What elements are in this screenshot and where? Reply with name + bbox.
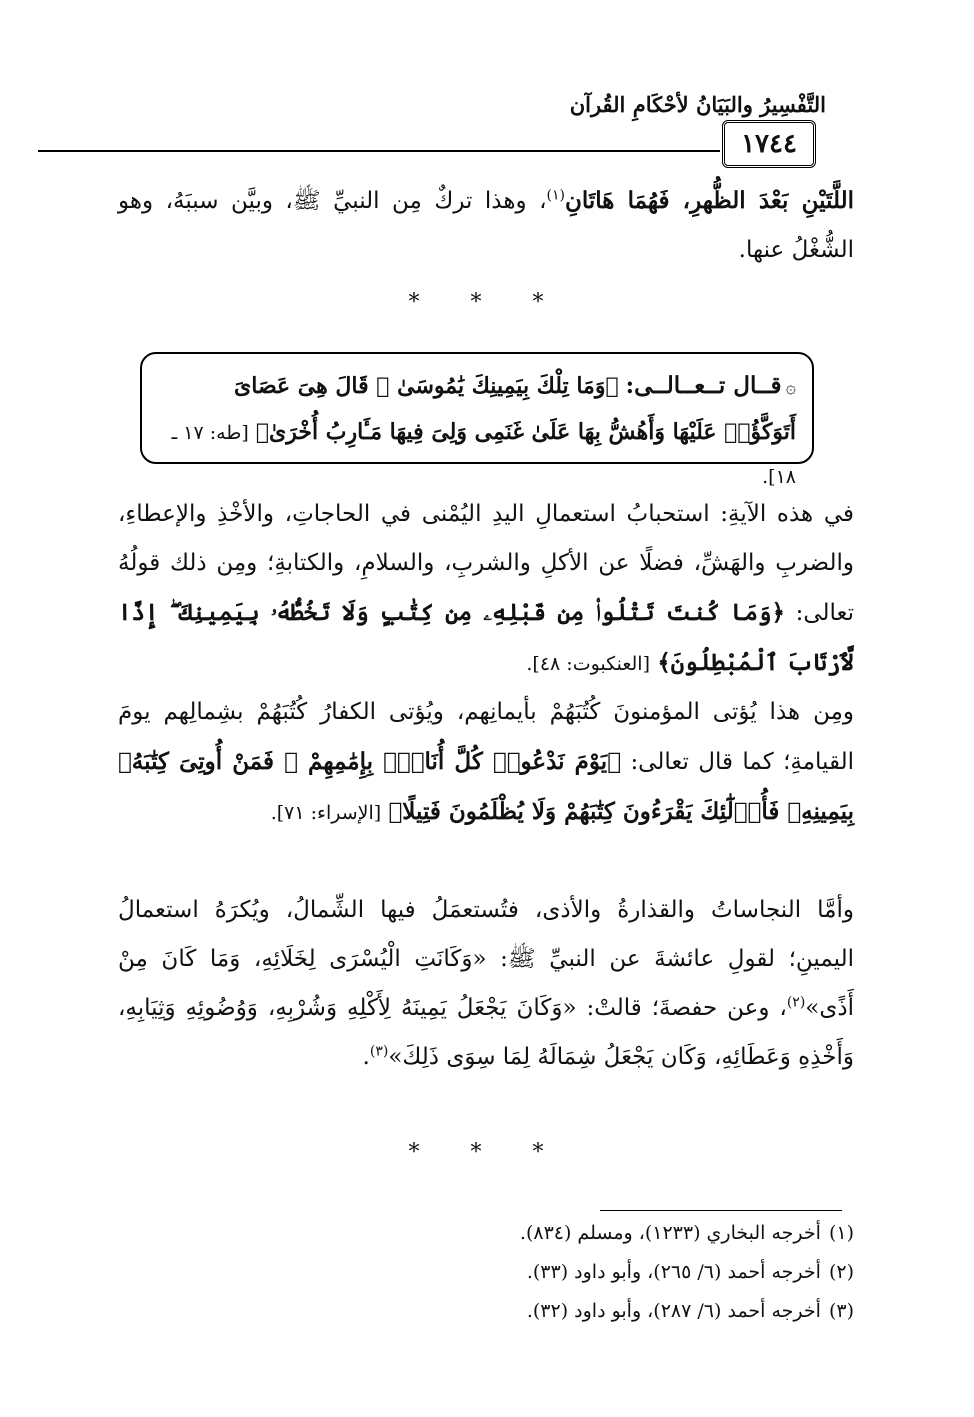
section-divider-2: * * * — [408, 1140, 566, 1165]
footnote-2 — [527, 1261, 854, 1283]
verse-box — [140, 352, 814, 488]
footnote-marker-1: (١) — [546, 187, 565, 204]
paragraph-1-verse: ﴿وَمَا كُنتَ تَتْلُوا۟ مِن قَبْلِهِۦ مِن كِتَٰبٍ وَلَا تَخُطُّهُۥ بِيَمِينِكَ ۖ إِذًا لَّٱرْتَابَ ٱلْمُبْطِلُونَ﴾ — [118, 599, 854, 676]
paragraph-3-text-1: وأمَّا النجاساتُ والقذارةُ والأذى، فتُستعمَلُ فيها الشِّمالُ، ويُكرَهُ استعمالُ اليمينِ؛ لقولِ عائشةَ عن النبيِّ ﷺ: — [118, 897, 855, 972]
paragraph-3 — [118, 886, 854, 1082]
footnote-2-text: أخرجه أحمد (٦/ ٢٦٥)، وأبو داود (٣٣). — [526, 1261, 821, 1283]
hadith-quote-2: «وَكَانَ يَجْعَلُ يَمِينَهُ لِأَكْلِهِ وَشُرْبِهِ، وَوُضُوئِهِ وَثِيَابِهِ، وَأَخْذِهِ وَعَطَائِهِ، وَكَان يَجْعَلُ شِمَالَهُ لِمَا سِوَى ذَلِكَ» — [118, 995, 854, 1070]
footnote-3-text: أخرجه أحمد (٦/ ٢٨٧)، وأبو داود (٣٢). — [526, 1300, 821, 1322]
intro-quote: اللَّتَيْنِ بَعْدَ الظُّهرِ، فَهُمَا هَاتَانِ — [564, 187, 854, 214]
hadith-quote-1: «وَكَانَتِ الْيُسْرَى لِخَلَائِهِ، وَمَا كَانَ مِنْ أَذًى» — [118, 946, 854, 1021]
paragraph-2-verse: ﴿يَوْمَ نَدْعُوا۟ كُلَّ أُنَاسٍۭ بِإِمَٰمِهِمْ ۖ فَمَنْ أُوتِىَ كِتَٰبَهُۥ بِيَمِينِهِۦ فَأُو۟لَٰٓئِكَ يَقْرَءُونَ كِتَٰبَهُمْ وَلَا يُظْلَمُونَ فَتِيلًا﴾ — [118, 748, 854, 825]
paragraph-3-end: . — [362, 1044, 370, 1070]
footnote-1-text: أخرجه البخاري (١٢٣٣)، ومسلم (٨٣٤). — [519, 1222, 821, 1244]
paragraph-2-text: ومِن هذا يُؤتى المؤمنونَ كُتُبَهُمْ بأيمانِهم، ويُؤتى الكفارُ كُتُبَهُمْ بشِمالِهم يومَ القيامةِ؛ كما قال تعالى: — [118, 699, 855, 775]
paragraph-1-reference: [العنكبوت: ٤٨]. — [526, 653, 650, 675]
footnote-marker-2: (٢) — [786, 994, 806, 1011]
verse-reference: [طه: ١٧ ـ ١٨]. — [171, 422, 796, 488]
ornament-icon: ۞ — [785, 377, 796, 398]
footnote-2-number: (٢) — [828, 1261, 854, 1283]
footnote-marker-3: (٣) — [369, 1043, 389, 1060]
paragraph-1 — [118, 490, 854, 689]
footnote-rule — [600, 1210, 842, 1211]
running-title: التَّفْسِيرُ والبَيَانُ لأحْكَامِ القُرآن — [569, 92, 826, 117]
page-number-box — [722, 120, 816, 168]
footnote-3-number: (٣) — [828, 1300, 854, 1322]
paragraph-2-reference: [الإسراء: ٧١]. — [270, 802, 382, 824]
section-divider-1: * * * — [408, 290, 566, 315]
footnote-1-number: (١) — [828, 1222, 854, 1244]
footnote-3 — [527, 1300, 854, 1322]
verse-text: ﴿وَمَا تِلْكَ بِيَمِينِكَ يَٰمُوسَىٰ ⑰ قَالَ هِىَ عَصَاىَ أَتَوَكَّؤُا۟ عَلَيْهَا وَأَهُشُّ بِهَا عَلَىٰ غَنَمِى وَلِىَ فِيهَا مَـَٔارِبُ أُخْرَىٰ﴾ — [234, 373, 796, 445]
header-rule — [38, 150, 720, 152]
footnote-1 — [520, 1222, 854, 1244]
paragraph-2 — [118, 688, 854, 838]
paragraph-3-text-2: ، وعن حفصةَ؛ قالتْ: — [586, 995, 787, 1021]
intro-paragraph — [118, 176, 854, 275]
verse-intro: قــال تــعــالــى: — [625, 372, 782, 399]
intro-text: ، وهذا تركٌ مِن النبيِّ ﷺ، وبيَّن سببَهُ، وهو الشُّغْلُ عنها. — [118, 188, 854, 263]
page-number: ١٧٤٤ — [741, 129, 797, 159]
paragraph-1-text: في هذه الآيةِ: استحبابُ استعمالِ اليدِ اليُمْنى في الحاجاتِ، والأخْذِ والإعطاءِ، والضربِ والهَشِّ، فضلًا عن الأكلِ والشربِ، والسلامِ، والكتابةِ؛ ومِن ذلك قولُهُ تعالى: — [118, 501, 855, 626]
